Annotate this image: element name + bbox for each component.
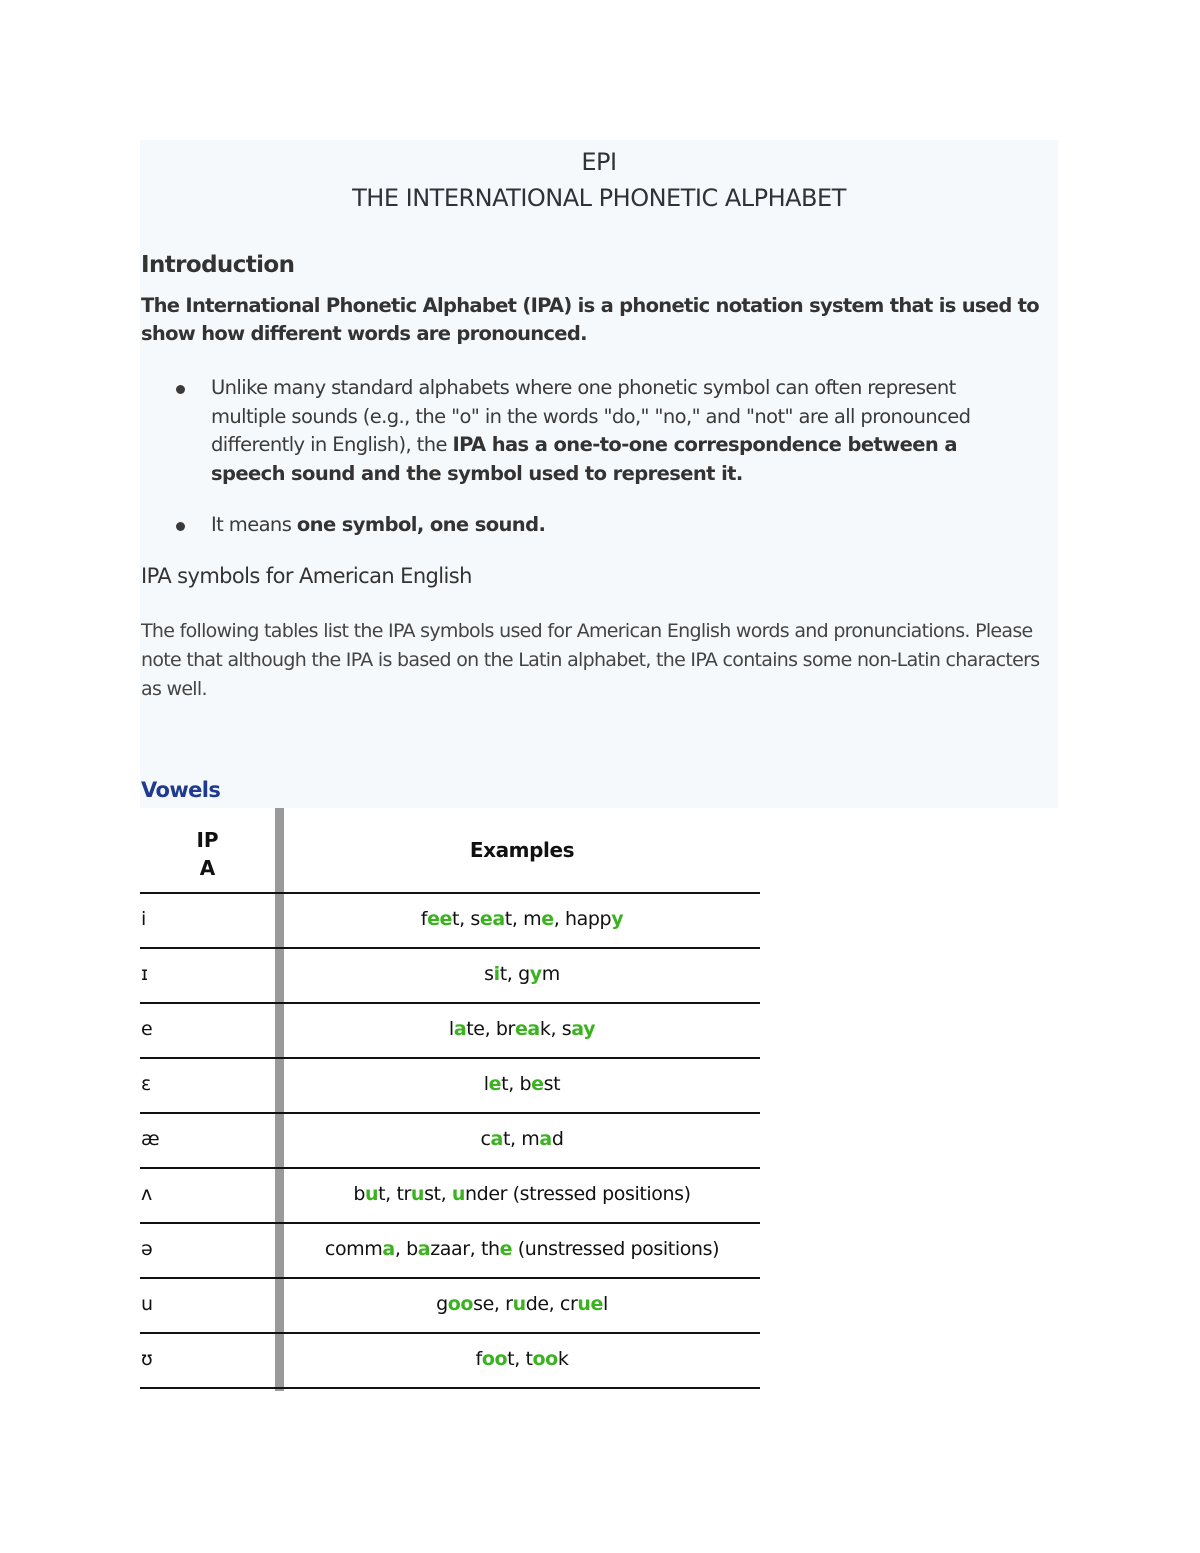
header-ipa-line1: IP [196, 828, 219, 852]
ipa-symbols-paragraph: The following tables list the IPA symbols used for American English words and pronunciations. Please note that although the IPA is based on the Latin alphabet, the IPA contains some non-Latin characters as well. [141, 620, 1040, 700]
header-ipa-line2: A [199, 856, 216, 880]
header-ipa [140, 826, 275, 882]
table-row [140, 894, 760, 949]
example-words: let, best [483, 1073, 561, 1095]
vowels-heading: Vowels [141, 778, 221, 802]
introduction-paragraph: The International Phonetic Alphabet (IPA) is a phonetic notation system that is used to show how different words are pronounced. [141, 294, 1039, 345]
table-row [140, 1004, 760, 1059]
ipa-symbol: ə [141, 1238, 153, 1260]
example-words: goose, rude, cruel [436, 1293, 608, 1315]
table-row [140, 1279, 760, 1334]
vowel-table [140, 808, 760, 1392]
ipa-symbol: e [141, 1018, 153, 1040]
table-row [140, 1114, 760, 1169]
ipa-symbols-heading: IPA symbols for American English [141, 564, 472, 588]
example-words: cat, mad [480, 1128, 564, 1150]
example-words: feet, seat, me, happy [420, 908, 624, 930]
table-row [140, 1169, 760, 1224]
bullet-dot-icon [176, 522, 185, 531]
ipa-symbol: ɛ [141, 1073, 152, 1095]
table-row [140, 1334, 760, 1389]
ipa-symbol: u [141, 1293, 154, 1315]
example-words: sit, gym [484, 963, 560, 985]
bullet-item [176, 374, 1036, 494]
document-title-line1: EPI [581, 148, 617, 176]
bullet-item [176, 511, 1036, 541]
header-examples: Examples [469, 838, 575, 862]
table-rule [140, 1387, 760, 1389]
bullet-text: Unlike many standard alphabets where one phonetic symbol can often represent multiple sounds (e.g., the "o" in the words "do," "no," and "not" are all pronounced differently in English), the [211, 376, 971, 456]
ipa-symbol: ʊ [141, 1348, 153, 1370]
ipa-symbol: æ [141, 1128, 160, 1150]
document-title-line2: THE INTERNATIONAL PHONETIC ALPHABET [352, 184, 846, 212]
table-row [140, 1059, 760, 1114]
table-row [140, 949, 760, 1004]
introduction-heading: Introduction [141, 252, 295, 278]
bullet-bold-text: IPA has a one-to-one correspondence between a speech sound and the symbol used to represent it. [211, 433, 957, 485]
ipa-symbol: i [141, 908, 147, 930]
example-words: comma, bazaar, the (unstressed positions) [324, 1238, 720, 1260]
ipa-symbol: ʌ [141, 1183, 153, 1205]
ipa-symbol: ɪ [141, 963, 149, 985]
table-row [140, 1224, 760, 1279]
bullet-dot-icon [176, 385, 185, 394]
example-words: late, break, say [448, 1018, 596, 1040]
bullet-text: It means [211, 513, 297, 536]
example-words: foot, took [475, 1348, 569, 1370]
bullet-bold-text: one symbol, one sound. [296, 513, 546, 536]
example-words: but, trust, under (stressed positions) [353, 1183, 691, 1205]
